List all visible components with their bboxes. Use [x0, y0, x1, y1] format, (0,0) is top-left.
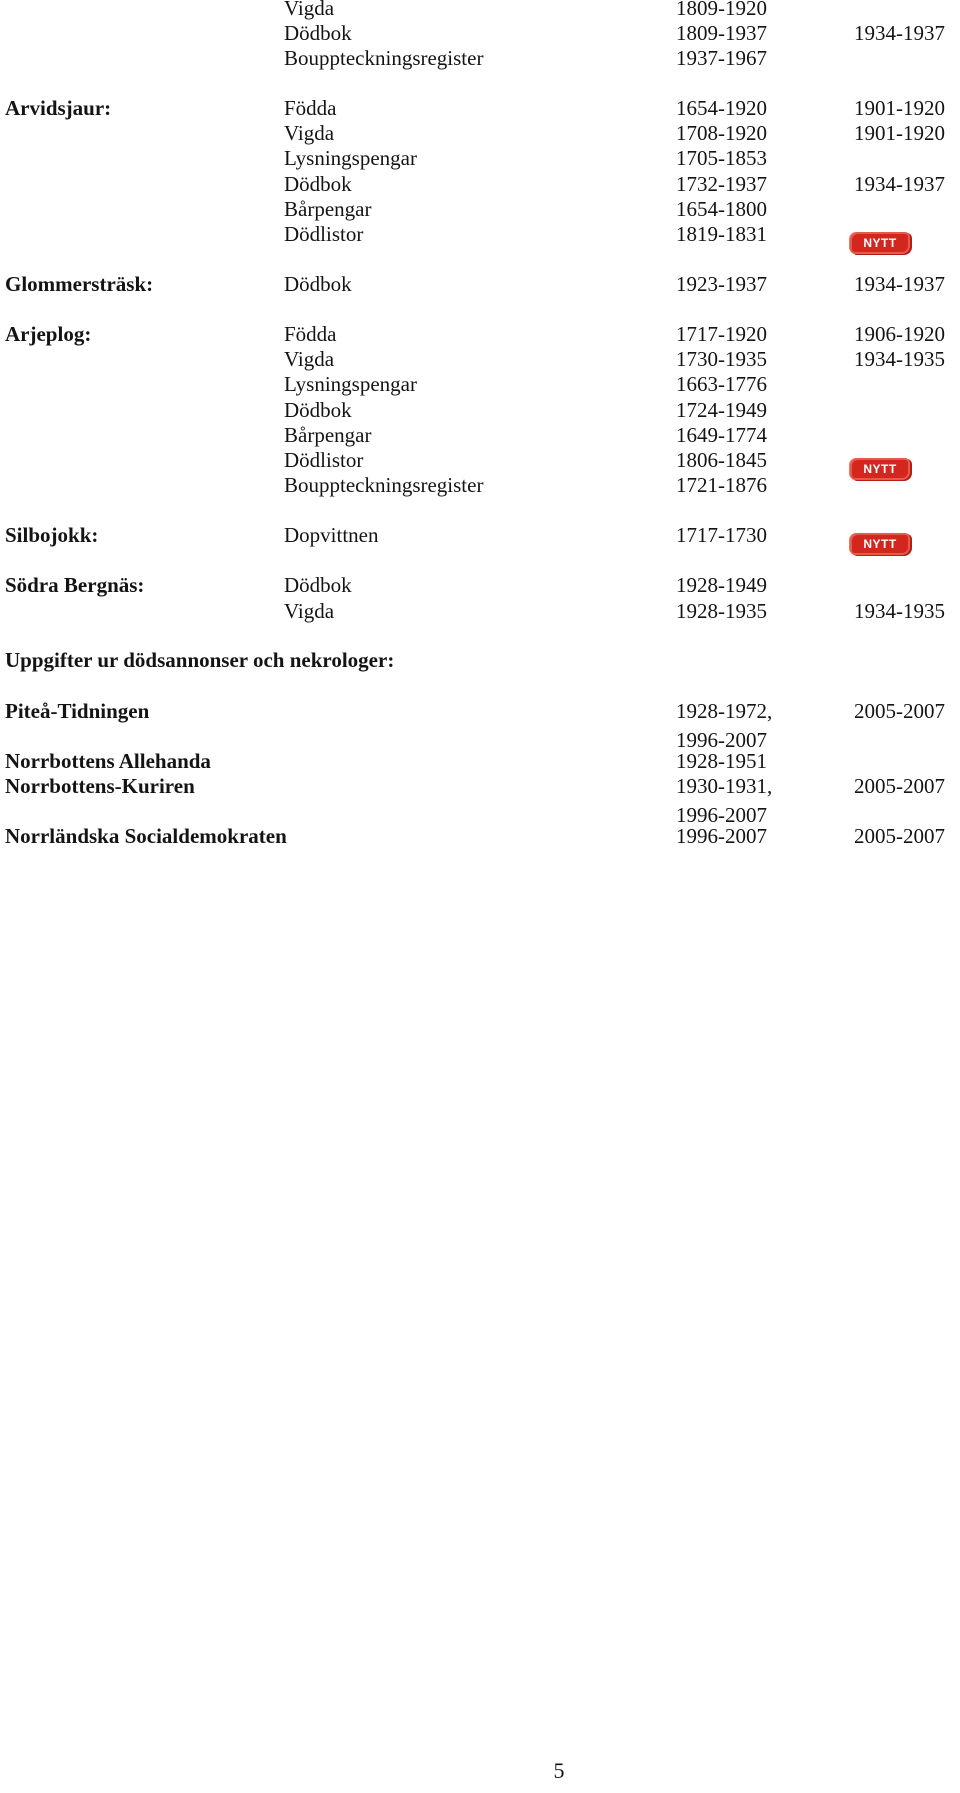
year-range-continued: 1996-2007: [676, 728, 767, 752]
record-type: Vigda: [284, 599, 335, 623]
year-range: 1717-1730: [676, 523, 767, 547]
register-row: [0, 144, 960, 173]
year-range: 1996-2007: [676, 824, 767, 848]
extra-year-range: 1901-1920: [854, 121, 945, 145]
newspaper-name: Norrbottens Allehanda: [5, 749, 211, 773]
register-row: [0, 597, 960, 626]
year-range: 1732-1937: [676, 172, 767, 196]
extra-year-range: 1934-1937: [854, 272, 945, 296]
year-range: 1649-1774: [676, 423, 767, 447]
newspaper-name: Norrländska Socialdemokraten: [5, 824, 287, 848]
record-type: Lysningspengar: [284, 146, 417, 170]
nytt-badge: [852, 527, 908, 556]
register-row: [0, 270, 960, 299]
record-type: Dödlistor: [284, 448, 364, 472]
year-range: 1928-1935: [676, 599, 767, 623]
year-range: 1730-1935: [676, 347, 767, 371]
place-label: Glommersträsk:: [5, 272, 154, 296]
year-range: 1809-1937: [676, 21, 767, 45]
record-type: Bårpengar: [284, 197, 372, 221]
register-row: [0, 220, 960, 249]
register-row: [0, 571, 960, 600]
extra-year-range: 1934-1935: [854, 599, 945, 623]
year-range: 1654-1800: [676, 197, 767, 221]
record-type: Dödbok: [284, 272, 352, 296]
year-range: 1721-1876: [676, 473, 767, 497]
year-range: 1654-1920: [676, 96, 767, 120]
extra-year-range: 1934-1937: [854, 172, 945, 196]
record-type: Bouppteckningsregister: [284, 46, 484, 70]
extra-year-range: 1934-1935: [854, 347, 945, 371]
record-type: Födda: [284, 96, 337, 120]
year-range: 1724-1949: [676, 398, 767, 422]
extra-year-range: 1906-1920: [854, 322, 945, 346]
nytt-badge: [852, 226, 908, 255]
newspaper-name: Piteå-Tidningen: [5, 699, 150, 723]
register-row: [0, 471, 960, 500]
obituary-heading: Uppgifter ur dödsannonser och nekrologer:: [5, 648, 395, 672]
year-range: 1717-1920: [676, 322, 767, 346]
register-row: [0, 370, 960, 399]
record-type: Dödbok: [284, 172, 352, 196]
year-range: 1923-1937: [676, 272, 767, 296]
year-range: 1806-1845: [676, 448, 767, 472]
place-label: Silbojokk:: [5, 523, 99, 547]
year-range: 1928-1951: [676, 749, 767, 773]
extra-year-range: 1901-1920: [854, 96, 945, 120]
register-row: [0, 521, 960, 550]
year-range: 1928-1972,: [676, 699, 773, 723]
newspaper-row: [0, 822, 960, 880]
record-type: Vigda: [284, 0, 335, 20]
year-range: 1663-1776: [676, 372, 767, 396]
extra-year-range: 1934-1937: [854, 21, 945, 45]
record-type: Födda: [284, 322, 337, 346]
nytt-badge-label: NYTT: [852, 234, 908, 252]
record-type: Dopvittnen: [284, 523, 379, 547]
extra-year-range: 2005-2007: [854, 774, 945, 798]
record-type: Dödbok: [284, 21, 352, 45]
register-row: [0, 44, 960, 73]
record-type: Dödlistor: [284, 222, 364, 246]
year-range: 1937-1967: [676, 46, 767, 70]
record-type: Bårpengar: [284, 423, 372, 447]
record-type: Vigda: [284, 347, 335, 371]
nytt-badge-label: NYTT: [852, 535, 908, 553]
place-label: Södra Bergnäs:: [5, 573, 145, 597]
record-type: Vigda: [284, 121, 335, 145]
year-range: 1809-1920: [676, 0, 767, 20]
place-label: Arjeplog:: [5, 322, 92, 346]
extra-year-range: 2005-2007: [854, 699, 945, 723]
year-range: 1708-1920: [676, 121, 767, 145]
record-type: Lysningspengar: [284, 372, 417, 396]
record-type: Dödbok: [284, 398, 352, 422]
year-range: 1928-1949: [676, 573, 767, 597]
newspaper-name: Norrbottens-Kuriren: [5, 774, 195, 798]
year-range-continued: 1996-2007: [676, 803, 767, 827]
year-range: 1705-1853: [676, 146, 767, 170]
year-range: 1930-1931,: [676, 774, 773, 798]
year-range: 1819-1831: [676, 222, 767, 246]
record-type: Bouppteckningsregister: [284, 473, 484, 497]
extra-year-range: 2005-2007: [854, 824, 945, 848]
page-number: 5: [553, 1758, 565, 1783]
record-type: Dödbok: [284, 573, 352, 597]
place-label: Arvidsjaur:: [5, 96, 112, 120]
nytt-badge-label: NYTT: [852, 460, 908, 478]
